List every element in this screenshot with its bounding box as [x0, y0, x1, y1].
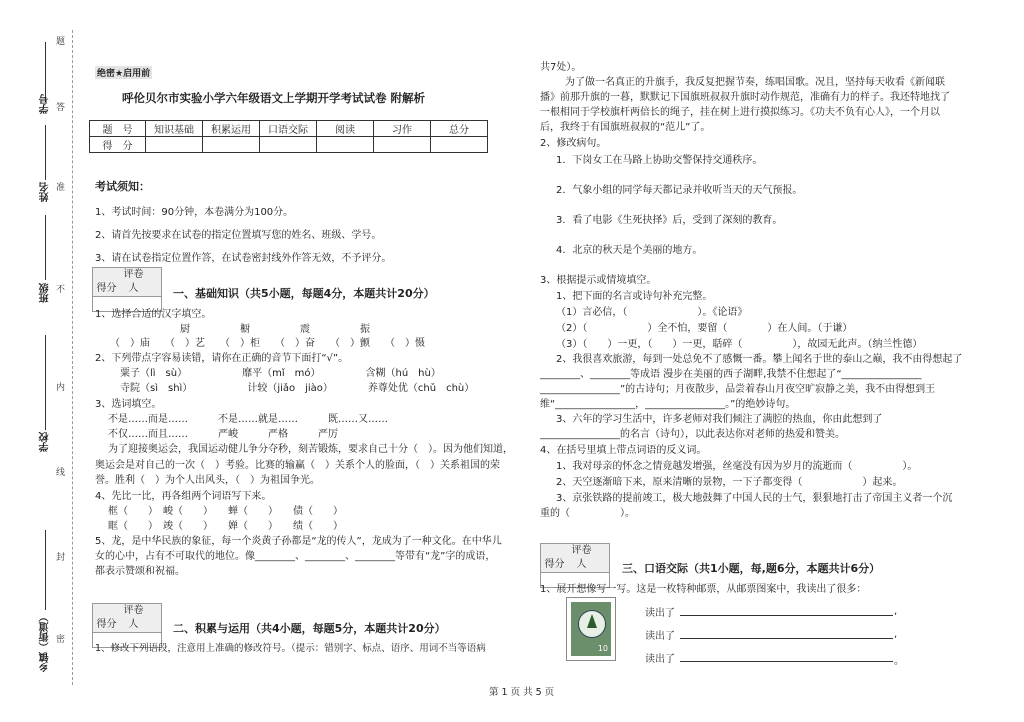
- right-line: 1、把下面的名言或诗句补充完整。: [556, 291, 713, 302]
- section1-line: 奥运会是对自己的一次（ ）考验。比赛的输赢（ ）关系个人的脸面，（ ）关系祖国的荣: [95, 460, 500, 471]
- score-blank[interactable]: [146, 137, 203, 153]
- section1-line: 寺院（sì shì） 计较（jiǎo jiào） 养尊处优（chǔ chù）: [120, 383, 475, 394]
- margin-blank-3: [45, 215, 46, 280]
- section3-title: 三、口语交际（共1小题，每,题6分，本题共计6分）: [622, 562, 881, 575]
- page-footer: 第 1 页 共 5 页: [489, 687, 555, 698]
- section1-line: 1、选择合适的汉字填空。: [95, 309, 212, 320]
- section1-line: （ ）庙 （ ）艺 （ ）柜 （ ）奋 （ ）颤 （ ）慑: [110, 338, 425, 349]
- margin-cut-char: 密: [56, 635, 66, 645]
- right-line: 维“________________，________________。”的绝妙诗句。: [540, 399, 796, 410]
- stamp-value: 10: [597, 644, 608, 653]
- right-line: 1．下岗女工在马路上协助交警保持交通秩序。: [556, 155, 763, 166]
- read-label: 读出了: [645, 608, 675, 619]
- score-blank[interactable]: [431, 137, 488, 153]
- score-table-cell: 知识基础: [146, 121, 203, 137]
- margin-blank-4: [45, 335, 46, 430]
- comma-mark: ,: [894, 606, 898, 617]
- margin-label-xiangzhen: 乡镇（街道）: [40, 612, 51, 672]
- margin-label-xuexiao: 学校: [40, 432, 51, 452]
- right-line: ________________”的古诗句；月夜散步，品尝着春山月夜空旷寂静之美，我不由得想到王: [540, 384, 936, 395]
- right-line: 4．北京的秋天是个美丽的地方。: [556, 245, 703, 256]
- section1-line: 2、下列带点字容易读错，请你在正确的音节下面打“√”。: [95, 353, 349, 364]
- margin-cut-char: 不: [56, 285, 66, 295]
- score-table-score-row: [90, 137, 488, 153]
- score-table: [89, 120, 488, 153]
- score-table-cell: 习作: [374, 121, 431, 137]
- margin-cut-char: 答: [56, 103, 66, 113]
- right-line: 3、京张铁路的提前竣工，极大地鼓舞了中国人民的士气，狠狠地打击了帝国主义者一个沉: [556, 493, 953, 504]
- scorer-grader-label: 评卷人: [571, 545, 592, 570]
- section1-line: 5、龙，是中华民族的象征，每一个炎黄子孙都是“龙的传人”，龙成为了一种文化。在中华儿: [95, 536, 502, 547]
- scorer-score-label: 得分: [96, 283, 117, 294]
- read-label: 读出了: [645, 631, 675, 642]
- right-line: 2、我很喜欢旅游，每到一处总免不了感慨一番。攀上闻名于世的泰山之巅，我不由得想起了: [556, 354, 963, 365]
- right-line: 重的（ ）。: [540, 508, 635, 519]
- section1-line: 3、选词填空。: [95, 399, 162, 410]
- score-table-cell: 题 号: [90, 121, 146, 137]
- tree-icon: [587, 614, 597, 628]
- score-table-cell: 总分: [431, 121, 488, 137]
- margin-blank-2: [45, 125, 46, 180]
- score-blank[interactable]: [203, 137, 260, 153]
- score-table-header-row: [90, 121, 488, 137]
- right-line: 2、修改病句。: [540, 138, 607, 149]
- right-line: ________________的名言（诗句），以此表达你对老师的热爱和赞美。: [540, 429, 845, 440]
- section3-question: 1、展开想像写一写。这是一枚特种邮票，从邮票图案中，我读出了很多：: [540, 584, 867, 595]
- right-line: 2、天空逐渐暗下来，原来清晰的景物，一下子都变得（ ）起来。: [556, 477, 903, 488]
- section2-line: 1、修改下列语段，注意用上准确的修改符号。（提示：错别字、标点、语序、用词不当等语病: [95, 643, 486, 654]
- secret-label: 绝密★启用前: [95, 66, 152, 79]
- score-blank[interactable]: [317, 137, 374, 153]
- margin-blank-5: [45, 530, 46, 610]
- comma-mark: ,: [894, 629, 898, 640]
- right-line: （3）（ ）一更，（ ）一更，聒碎（ ），故园无此声。（纳兰性德）: [556, 339, 923, 350]
- right-line: 共7处）。: [540, 62, 582, 73]
- section1-line: 为了迎接奥运会，我国运动健儿争分夺秒，刻苦锻炼，要求自己十分（ ）。因为他们知道，: [108, 444, 513, 455]
- right-line: 后，我终于有国旗班叔叔的“范儿”了。: [540, 122, 711, 133]
- right-line: （1）言必信，（ ）。《论语》: [556, 307, 748, 318]
- right-line: 2．气象小组的同学每天都记录并收听当天的天气预报。: [556, 185, 803, 196]
- right-line: 1、我对母亲的怀念之情竟越发增强，丝毫没有因为岁月的流逝而（ ）。: [556, 461, 918, 472]
- notice-title: 考试须知：: [95, 180, 150, 193]
- right-line: 为了做一名真正的升旗手，我反复把握节奏，练唱国歌。况且，坚持每天收看《新闻联: [565, 77, 945, 88]
- stamp-inner: [571, 602, 611, 656]
- section1-line: 不是……而是…… 不是……就是…… 既……又……: [108, 414, 388, 425]
- right-line: （2）（ ）全不怕，要留（ ）在人间。（于谦）: [556, 323, 853, 334]
- scorer-score-label: 得分: [96, 619, 117, 630]
- notice-item: 3、请在试卷指定位置作答，在试卷密封线外作答无效，不予评分。: [95, 253, 392, 264]
- section2-title: 二、积累与运用（共4小题，每题5分，本题共计20分）: [173, 622, 446, 635]
- score-table-cell: 口语交际: [260, 121, 317, 137]
- score-table-cell: 得 分: [90, 137, 146, 153]
- section1-line: 不仅……而且…… 严峻 严格 严厉: [108, 429, 338, 440]
- margin-blank-1: [45, 42, 46, 102]
- right-line: 3、根据提示或情境填空。: [540, 275, 657, 286]
- margin-label-xuehao: 学号: [40, 94, 51, 114]
- margin-label-banji: 班级: [40, 283, 51, 303]
- right-line: 3、六年的学习生活中，许多老师对我们倾注了满腔的热血，你由此想到了: [556, 414, 883, 425]
- margin-cut-char: 封: [56, 553, 66, 563]
- section1-line: 誉。胜利（ ）为个人出风头，（ ）为祖国争光。: [95, 475, 320, 486]
- read-answer-line[interactable]: [680, 638, 893, 639]
- margin-label-xingming: 姓名: [40, 182, 51, 202]
- score-blank[interactable]: [260, 137, 317, 153]
- binding-line: [72, 30, 73, 685]
- right-line: 4、在括号里填上带点词语的反义词。: [540, 445, 707, 456]
- score-blank[interactable]: [374, 137, 431, 153]
- right-line: ________、________等成语 漫步在美丽的西子湖畔,我禁不住想起了“________________: [540, 369, 922, 380]
- right-line: 播》前那升旗的一暮，默默记下国旗班叔叔升旗时动作规范，准确有力的样子。我还特地找了: [540, 92, 950, 103]
- read-answer-line[interactable]: [680, 615, 893, 616]
- read-answer-line[interactable]: [680, 661, 893, 662]
- margin-cut-char: 准: [56, 183, 66, 193]
- period-mark: 。: [894, 656, 904, 667]
- score-table-cell: 积累运用: [203, 121, 260, 137]
- section1-line: 都表示赞颂和祝福。: [95, 566, 185, 577]
- margin-cut-char: 线: [56, 468, 66, 478]
- section1-line: 粟子（lì sù） 靡平（mǐ mó） 含糊（hú hù）: [120, 368, 441, 379]
- section1-line: 4、先比一比，再各组两个词语写下来。: [95, 491, 272, 502]
- margin-cut-char: 内: [56, 383, 66, 393]
- notice-item: 2、请首先按要求在试卷的指定位置填写您的姓名、班级、学号。: [95, 230, 382, 241]
- notice-item: 1、考试时间：90分钟，本卷满分为100分。: [95, 207, 294, 218]
- scorer-grader-label: 评卷人: [123, 269, 144, 294]
- scorer-grader-label: 评卷人: [123, 605, 144, 630]
- section1-line: 眶（ ） 竣（ ） 婵（ ） 绩（ ）: [108, 521, 343, 532]
- read-label: 读出了: [645, 654, 675, 665]
- section1-line: 框（ ） 峻（ ） 蝉（ ） 债（ ）: [108, 506, 343, 517]
- section1-title: 一、基础知识（共5小题，每题4分，本题共计20分）: [173, 287, 435, 300]
- stamp-image: [566, 597, 616, 661]
- right-line: 一根相同于学校旗杆两倍长的绳子，挂在树上进行摸拟练习。《功夫不负有心人》，一个月以: [540, 107, 940, 118]
- margin-cut-char: 题: [56, 37, 66, 47]
- section1-line: 女的心中，占有不可取代的地位。像________、________、________等带有“龙”字的成语，: [95, 551, 496, 562]
- score-table-cell: 阅读: [317, 121, 374, 137]
- scorer-score-label: 得分: [544, 559, 565, 570]
- right-line: 3．看了电影《生死抉择》后，受到了深刻的教育。: [556, 215, 783, 226]
- page-title: 呼伦贝尔市实验小学六年级语文上学期开学考试试卷 附解析: [122, 91, 426, 105]
- section1-line: 厨 橱 震 振: [180, 324, 370, 335]
